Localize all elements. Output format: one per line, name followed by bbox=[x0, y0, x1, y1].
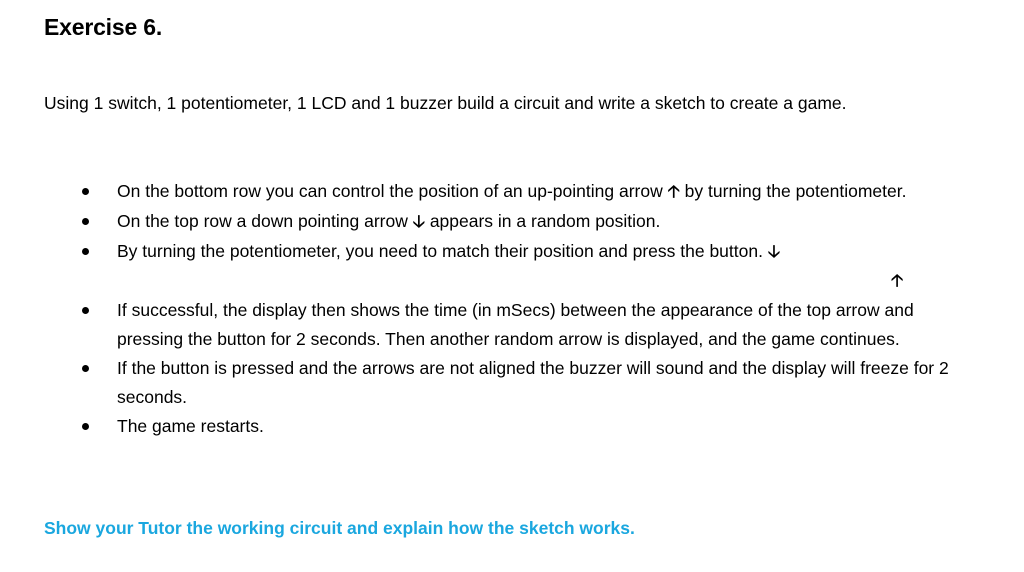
list-item-text: By turning the potentiometer, you need to match their position and press the button. bbox=[117, 241, 768, 261]
list-item-match-position bbox=[44, 237, 984, 267]
intro-paragraph: Using 1 switch, 1 potentiometer, 1 LCD and 1 buzzer build a circuit and write a sketch to create a game. bbox=[44, 93, 847, 113]
list-item-restart bbox=[44, 412, 984, 441]
down-arrow-icon: 🡣 bbox=[412, 212, 425, 232]
list-item-text: On the bottom row you can control the position of an up-pointing arrow bbox=[117, 181, 668, 201]
list-item-text: If the button is pressed and the arrows are not aligned the buzzer will sound and the display will freeze for 2 seconds. bbox=[117, 358, 949, 407]
bullet-dot bbox=[82, 423, 89, 430]
up-arrow-icon: 🡡 bbox=[891, 271, 904, 291]
tutor-instruction: Show your Tutor the working circuit and explain how the sketch works. bbox=[44, 518, 635, 538]
list-item-failure bbox=[44, 354, 984, 412]
list-item-text: by turning the potentiometer. bbox=[679, 181, 907, 201]
bullet-dot bbox=[82, 188, 89, 195]
down-arrow-icon: 🡣 bbox=[767, 242, 781, 262]
list-item-text: If successful, the display then shows the time (in mSecs) between the appearance of the top arrow and pressing the button for 2 seconds. Then another random arrow is displayed, and the game continues. bbox=[117, 300, 914, 349]
list-item-top-row bbox=[44, 207, 984, 237]
list-item-text: The game restarts. bbox=[117, 416, 264, 436]
bullet-dot bbox=[82, 218, 89, 225]
exercise-title: Exercise 6. bbox=[44, 14, 163, 40]
bullet-dot bbox=[82, 365, 89, 372]
instruction-list bbox=[44, 177, 984, 441]
up-arrow-icon: 🡡 bbox=[667, 182, 680, 202]
list-item-success bbox=[44, 296, 984, 354]
bullet-dot bbox=[82, 307, 89, 314]
list-item-text: On the top row a down pointing arrow bbox=[117, 211, 413, 231]
list-item-bottom-row bbox=[44, 177, 984, 207]
bullet-dot bbox=[82, 248, 89, 255]
list-item-text: appears in a random position. bbox=[424, 211, 661, 231]
arrow-line bbox=[44, 267, 984, 296]
